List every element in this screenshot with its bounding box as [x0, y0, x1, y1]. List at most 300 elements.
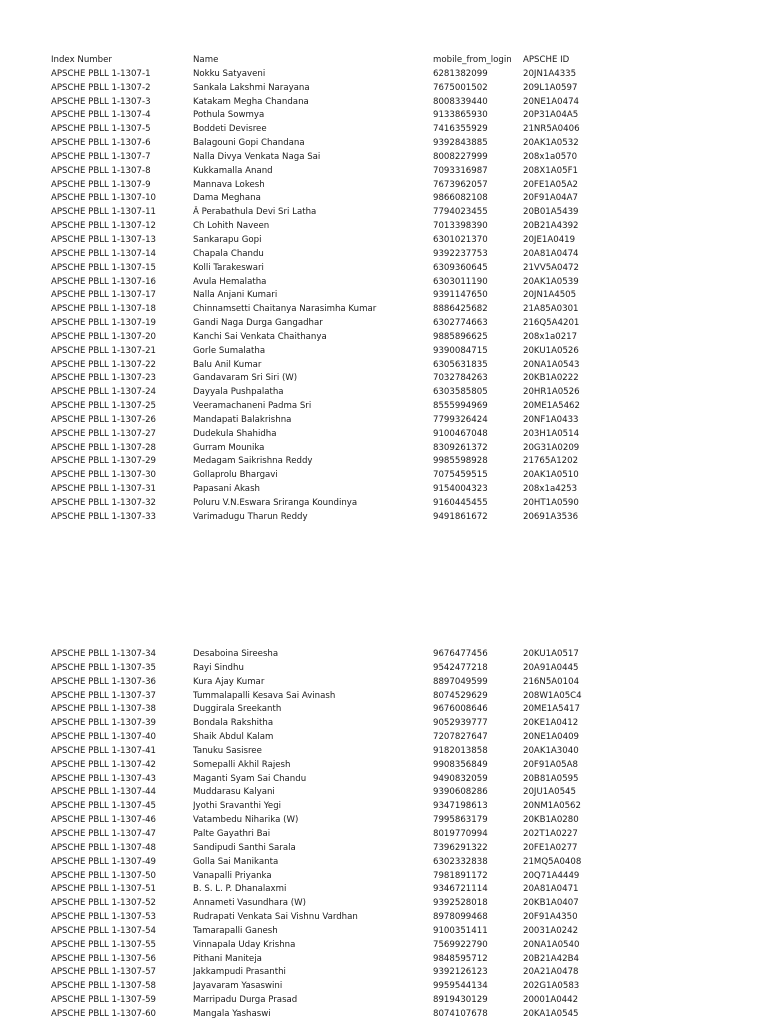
apsche-id-cell: 20AK1A0510	[523, 470, 579, 481]
index-number-cell: APSCHE PBLL 1-1307-16	[51, 276, 157, 287]
mobile-cell: 6302774663	[433, 318, 488, 329]
apsche-id-cell: 20A81A0474	[523, 248, 579, 259]
index-number-cell: APSCHE PBLL 1-1307-12	[51, 221, 157, 232]
apsche-id-cell: 20KE1A0412	[523, 718, 579, 729]
table-row	[51, 276, 611, 290]
header-name: Name	[193, 55, 219, 65]
mobile-cell: 7013398390	[433, 221, 488, 232]
index-number-cell: APSCHE PBLL 1-1307-56	[51, 953, 157, 964]
apsche-id-cell: 21NR5A0406	[523, 124, 580, 135]
mobile-cell: 6281382099	[433, 68, 488, 79]
index-number-cell: APSCHE PBLL 1-1307-39	[51, 718, 157, 729]
name-cell: Veeramachaneni Padma Sri	[193, 401, 312, 412]
name-cell: Mannava Lokesh	[193, 179, 265, 190]
apsche-id-cell: 21A85A0301	[523, 304, 579, 315]
mobile-cell: 6303585805	[433, 387, 488, 398]
name-cell: Kura Ajay Kumar	[193, 676, 265, 687]
index-number-cell: APSCHE PBLL 1-1307-15	[51, 262, 157, 273]
table-row	[51, 676, 611, 690]
apsche-id-cell: 20B01A5439	[523, 207, 579, 218]
mobile-cell: 9392237753	[433, 248, 488, 259]
mobile-cell: 8897049599	[433, 676, 488, 687]
mobile-cell: 9392528018	[433, 898, 488, 909]
table-row	[51, 814, 611, 828]
table-row	[51, 386, 611, 400]
table-row	[51, 414, 611, 428]
index-number-cell: APSCHE PBLL 1-1307-35	[51, 662, 157, 673]
name-cell: Vanapalli Priyanka	[193, 870, 272, 881]
name-cell: Vinnapala Uday Krishna	[193, 939, 296, 950]
name-cell: Maganti Syam Sai Chandu	[193, 773, 307, 784]
name-cell: Chinnamsetti Chaitanya Narasimha Kumar	[193, 304, 377, 315]
index-number-cell: APSCHE PBLL 1-1307-31	[51, 484, 157, 495]
table-row	[51, 842, 611, 856]
table-row	[51, 870, 611, 884]
table-row	[51, 109, 611, 123]
index-number-cell: APSCHE PBLL 1-1307-20	[51, 331, 157, 342]
apsche-id-cell: 20KB1A0222	[523, 373, 579, 384]
table-row	[51, 690, 611, 704]
apsche-id-cell: 208x1a0570	[523, 151, 578, 162]
apsche-id-cell: 209L1A0597	[523, 82, 578, 93]
name-cell: Nokku Satyaveni	[193, 68, 266, 79]
apsche-id-cell: 20NE1A0474	[523, 96, 580, 107]
mobile-cell: 8309261372	[433, 442, 488, 453]
apsche-id-cell: 20F91A04A7	[523, 193, 578, 204]
name-cell: Kanchi Sai Venkata Chaithanya	[193, 331, 327, 342]
apsche-id-cell: 208W1A05C4	[523, 690, 582, 701]
table-row	[51, 897, 611, 911]
apsche-id-cell: 20NA1A0540	[523, 939, 580, 950]
mobile-cell: 7569922790	[433, 939, 488, 950]
mobile-cell: 9676477456	[433, 649, 488, 659]
table-row	[51, 759, 611, 773]
apsche-id-cell: 20ME1A5462	[523, 401, 580, 412]
name-cell: Chapala Chandu	[193, 248, 264, 259]
name-cell: B. S. L. P. Dhanalaxmi	[193, 884, 287, 895]
table-row	[51, 68, 611, 82]
name-cell: Jayavaram Yasaswini	[193, 981, 283, 992]
name-cell: Muddarasu Kalyani	[193, 787, 275, 798]
table-row	[51, 1008, 611, 1022]
apsche-id-cell: 20A81A0471	[523, 884, 579, 895]
table-row	[51, 331, 611, 345]
apsche-id-cell: 216Q5A4201	[523, 318, 580, 329]
index-number-cell: APSCHE PBLL 1-1307-53	[51, 912, 157, 923]
table-row	[51, 123, 611, 137]
index-number-cell: APSCHE PBLL 1-1307-2	[51, 82, 151, 93]
table-row	[51, 883, 611, 897]
table-row	[51, 800, 611, 814]
mobile-cell: 8074529629	[433, 690, 488, 701]
mobile-cell: 9985598928	[433, 456, 488, 467]
name-cell: Pithani Maniteja	[193, 953, 262, 964]
apsche-id-cell: 20B81A0595	[523, 773, 579, 784]
index-number-cell: APSCHE PBLL 1-1307-24	[51, 387, 157, 398]
name-cell: Gandi Naga Durga Gangadhar	[193, 318, 323, 329]
table-row	[51, 96, 611, 110]
apsche-id-cell: 208x1a4253	[523, 484, 578, 495]
name-cell: Dama Meghana	[193, 193, 261, 204]
apsche-id-cell: 203H1A0514	[523, 428, 580, 439]
mobile-cell: 6305631835	[433, 359, 488, 370]
apsche-id-cell: 20HR1A0526	[523, 387, 580, 398]
table-row	[51, 303, 611, 317]
apsche-id-cell: 202T1A0227	[523, 828, 578, 839]
index-number-cell: APSCHE PBLL 1-1307-22	[51, 359, 157, 370]
mobile-cell: 9346721114	[433, 884, 488, 895]
table-row	[51, 179, 611, 193]
index-number-cell: APSCHE PBLL 1-1307-46	[51, 815, 157, 826]
mobile-cell: 9885896625	[433, 331, 488, 342]
mobile-cell: 7799326424	[433, 414, 488, 425]
index-number-cell: APSCHE PBLL 1-1307-10	[51, 193, 157, 204]
index-number-cell: APSCHE PBLL 1-1307-9	[51, 179, 151, 190]
name-cell: Rudrapati Venkata Sai Vishnu Vardhan	[193, 912, 358, 923]
apsche-id-cell: 20NE1A0409	[523, 732, 580, 743]
mobile-cell: 9490832059	[433, 773, 488, 784]
apsche-id-cell: 20NA1A0543	[523, 359, 580, 370]
mobile-cell: 8008339440	[433, 96, 488, 107]
apsche-id-cell: 20A91A0445	[523, 662, 579, 673]
index-number-cell: APSCHE PBLL 1-1307-7	[51, 151, 151, 162]
apsche-id-cell: 20KB1A0407	[523, 898, 579, 909]
name-cell: Sankala Lakshmi Narayana	[193, 82, 310, 93]
name-cell: Tummalapalli Kesava Sai Avinash	[193, 690, 336, 701]
table-row	[51, 662, 611, 676]
index-number-cell: APSCHE PBLL 1-1307-4	[51, 110, 151, 121]
apsche-id-cell: 20HT1A0590	[523, 498, 579, 508]
name-cell: Balagouni Gopi Chandana	[193, 138, 305, 149]
apsche-id-cell: 20A21A0478	[523, 967, 579, 978]
table-header-row	[51, 54, 611, 68]
mobile-cell: 7207827647	[433, 732, 488, 743]
name-cell: Bondala Rakshitha	[193, 718, 274, 729]
index-number-cell: APSCHE PBLL 1-1307-13	[51, 234, 157, 245]
name-cell: Poluru V.N.Eswara Sriranga Koundinya	[193, 498, 358, 508]
apsche-id-cell: 208X1A05F1	[523, 165, 578, 176]
name-cell: Marripadu Durga Prasad	[193, 995, 298, 1006]
mobile-cell: 9133865930	[433, 110, 488, 121]
table-body-bottom	[51, 648, 611, 1022]
index-number-cell: APSCHE PBLL 1-1307-41	[51, 745, 157, 756]
apsche-id-cell: 208x1a0217	[523, 331, 578, 342]
apsche-id-cell: 20Q71A4449	[523, 870, 580, 881]
apsche-id-cell: 20FE1A0277	[523, 842, 578, 853]
name-cell: Somepalli Akhil Rajesh	[193, 759, 291, 770]
mobile-cell: 7075459515	[433, 470, 488, 481]
table-row	[51, 511, 611, 525]
index-number-cell: APSCHE PBLL 1-1307-44	[51, 787, 157, 798]
apsche-id-cell: 20NF1A0433	[523, 414, 579, 425]
mobile-cell: 9160445455	[433, 498, 488, 508]
mobile-cell: 9182013858	[433, 745, 488, 756]
index-number-cell: APSCHE PBLL 1-1307-45	[51, 801, 157, 812]
index-number-cell: APSCHE PBLL 1-1307-23	[51, 373, 157, 384]
name-cell: Gorle Sumalatha	[193, 345, 266, 356]
index-number-cell: APSCHE PBLL 1-1307-29	[51, 456, 157, 467]
table-row	[51, 428, 611, 442]
mobile-cell: 8978099468	[433, 912, 488, 923]
mobile-cell: 8008227999	[433, 151, 488, 162]
index-number-cell: APSCHE PBLL 1-1307-26	[51, 414, 157, 425]
mobile-cell: 7981891172	[433, 870, 488, 881]
mobile-cell: 9100351411	[433, 925, 488, 936]
index-number-cell: APSCHE PBLL 1-1307-32	[51, 498, 157, 508]
index-number-cell: APSCHE PBLL 1-1307-37	[51, 690, 157, 701]
index-number-cell: APSCHE PBLL 1-1307-18	[51, 304, 157, 315]
name-cell: Tamarapalli Ganesh	[193, 925, 278, 936]
mobile-cell: 9390608286	[433, 787, 488, 798]
mobile-cell: 6301021370	[433, 234, 488, 245]
name-cell: Jakkampudi Prasanthi	[193, 967, 286, 978]
table-row	[51, 165, 611, 179]
table-row	[51, 483, 611, 497]
mobile-cell: 8019770994	[433, 828, 488, 839]
table-row	[51, 497, 611, 511]
mobile-cell: 7673962057	[433, 179, 488, 190]
table-row	[51, 980, 611, 994]
name-cell: Desaboina Sireesha	[193, 649, 279, 659]
index-number-cell: APSCHE PBLL 1-1307-43	[51, 773, 157, 784]
table-row	[51, 994, 611, 1008]
name-cell: Sankarapu Gopi	[193, 234, 262, 245]
mobile-cell: 9542477218	[433, 662, 488, 673]
name-cell: Rayi Sindhu	[193, 662, 244, 673]
table-row	[51, 151, 611, 165]
name-cell: Medagam Saikrishna Reddy	[193, 456, 313, 467]
mobile-cell: 9052939777	[433, 718, 488, 729]
mobile-cell: 9491861672	[433, 511, 488, 522]
apsche-id-cell: 21MQ5A0408	[523, 856, 582, 867]
apsche-id-cell: 20NM1A0562	[523, 801, 581, 812]
index-number-cell: APSCHE PBLL 1-1307-28	[51, 442, 157, 453]
apsche-id-cell: 20JE1A0419	[523, 234, 576, 245]
name-cell: Jyothi Sravanthi Yegi	[193, 801, 282, 812]
table-row	[51, 455, 611, 469]
name-cell: Dudekula Shahidha	[193, 428, 277, 439]
index-number-cell: APSCHE PBLL 1-1307-42	[51, 759, 157, 770]
table-row	[51, 469, 611, 483]
name-cell: Vatambedu Niharika (W)	[193, 815, 299, 826]
name-cell: Dayyala Pushpalatha	[193, 387, 284, 398]
table-row	[51, 911, 611, 925]
table-row	[51, 248, 611, 262]
mobile-cell: 9908356849	[433, 759, 488, 770]
table-body-top	[51, 68, 611, 525]
index-number-cell: APSCHE PBLL 1-1307-38	[51, 704, 157, 715]
name-cell: Ch Lohith Naveen	[193, 221, 270, 232]
index-number-cell: APSCHE PBLL 1-1307-50	[51, 870, 157, 881]
table-row	[51, 372, 611, 386]
name-cell: Mandapati Balakrishna	[193, 414, 292, 425]
mobile-cell: 8074107678	[433, 1008, 488, 1019]
index-number-cell: APSCHE PBLL 1-1307-17	[51, 290, 157, 301]
name-cell: Boddeti Devisree	[193, 124, 267, 135]
table-row	[51, 220, 611, 234]
name-cell: Sandipudi Santhi Sarala	[193, 842, 296, 853]
apsche-id-cell: 20691A3536	[523, 511, 579, 522]
name-cell: Annameti Vasundhara (W)	[193, 898, 306, 909]
table-row	[51, 786, 611, 800]
index-number-cell: APSCHE PBLL 1-1307-30	[51, 470, 157, 481]
name-cell: Avula Hemalatha	[193, 276, 267, 287]
name-cell: Mangala Yashaswi	[193, 1008, 271, 1019]
index-number-cell: APSCHE PBLL 1-1307-55	[51, 939, 157, 950]
name-cell: Nalla Anjani Kumari	[193, 290, 278, 301]
table-row	[51, 703, 611, 717]
apsche-id-cell: 20JN1A4335	[523, 68, 577, 79]
name-cell: Duggirala Sreekanth	[193, 704, 282, 715]
index-number-cell: APSCHE PBLL 1-1307-27	[51, 428, 157, 439]
table-row	[51, 731, 611, 745]
mobile-cell: 6303011190	[433, 276, 488, 287]
apsche-id-cell: 20031A0242	[523, 925, 579, 936]
table-block-bottom	[51, 648, 611, 1022]
table-row	[51, 289, 611, 303]
name-cell: Tanuku Sasisree	[193, 745, 262, 756]
mobile-cell: 9390084715	[433, 345, 488, 356]
mobile-cell: 9676008646	[433, 704, 488, 715]
table-row	[51, 966, 611, 980]
apsche-id-cell: 20AK1A0539	[523, 276, 579, 287]
table-row	[51, 442, 611, 456]
table-row	[51, 939, 611, 953]
name-cell: Varimadugu Tharun Reddy	[193, 511, 308, 522]
apsche-id-cell: 20F91A05A8	[523, 759, 578, 770]
name-cell: Pothula Sowmya	[193, 110, 265, 121]
apsche-id-cell: 20FE1A05A2	[523, 179, 578, 190]
mobile-cell: 7794023455	[433, 207, 488, 218]
apsche-id-cell: 20P31A04A5	[523, 110, 579, 121]
name-cell: Kolli Tarakeswari	[193, 262, 264, 273]
table-row	[51, 262, 611, 276]
index-number-cell: APSCHE PBLL 1-1307-11	[51, 207, 157, 218]
index-number-cell: APSCHE PBLL 1-1307-52	[51, 898, 157, 909]
table-row	[51, 773, 611, 787]
table-row	[51, 137, 611, 151]
index-number-cell: APSCHE PBLL 1-1307-3	[51, 96, 151, 107]
index-number-cell: APSCHE PBLL 1-1307-19	[51, 318, 157, 329]
index-number-cell: APSCHE PBLL 1-1307-47	[51, 828, 157, 839]
name-cell: Papasani Akash	[193, 484, 260, 495]
index-number-cell: APSCHE PBLL 1-1307-1	[51, 68, 151, 79]
header-apsche-id: APSCHE ID	[523, 55, 570, 65]
name-cell: Katakam Megha Chandana	[193, 96, 309, 107]
name-cell: Kukkamalla Anand	[193, 165, 273, 176]
index-number-cell: APSCHE PBLL 1-1307-5	[51, 124, 151, 135]
table-row	[51, 234, 611, 248]
mobile-cell: 7675001502	[433, 82, 488, 93]
mobile-cell: 9347198613	[433, 801, 488, 812]
mobile-cell: 8555994969	[433, 401, 488, 412]
name-cell: Gollaprolu Bhargavi	[193, 470, 278, 481]
mobile-cell: 9959544134	[433, 981, 488, 992]
apsche-id-cell: 20KA1A0545	[523, 1008, 579, 1019]
apsche-id-cell: 21765A1202	[523, 456, 579, 467]
apsche-id-cell: 202G1A0583	[523, 981, 580, 992]
index-number-cell: APSCHE PBLL 1-1307-21	[51, 345, 157, 356]
table-row	[51, 82, 611, 96]
index-number-cell: APSCHE PBLL 1-1307-8	[51, 165, 151, 176]
mobile-cell: 9392843885	[433, 138, 488, 149]
index-number-cell: APSCHE PBLL 1-1307-14	[51, 248, 157, 259]
mobile-cell: 8919430129	[433, 995, 488, 1006]
table-block-top	[51, 54, 611, 525]
name-cell: Nalla Divya Venkata Naga Sai	[193, 151, 321, 162]
table-row	[51, 856, 611, 870]
mobile-cell: 7093316987	[433, 165, 488, 176]
apsche-id-cell: 20JN1A4505	[523, 290, 577, 301]
name-cell: Â Perabathula Devi Sri Latha	[193, 207, 317, 218]
mobile-cell: 6302332838	[433, 856, 488, 867]
apsche-id-cell: 20KU1A0517	[523, 649, 579, 659]
apsche-id-cell: 20F91A4350	[523, 912, 578, 923]
table-row	[51, 925, 611, 939]
index-number-cell: APSCHE PBLL 1-1307-59	[51, 995, 157, 1006]
name-cell: Gurram Mounika	[193, 442, 265, 453]
table-row	[51, 400, 611, 414]
apsche-id-cell: 20G31A0209	[523, 442, 580, 453]
index-number-cell: APSCHE PBLL 1-1307-36	[51, 676, 157, 687]
table-row	[51, 345, 611, 359]
header-mobile: mobile_from_login	[433, 55, 512, 65]
apsche-id-cell: 20JU1A0545	[523, 787, 576, 798]
mobile-cell: 9154004323	[433, 484, 488, 495]
mobile-cell: 7396291322	[433, 842, 488, 853]
mobile-cell: 9391147650	[433, 290, 488, 301]
table-row	[51, 717, 611, 731]
index-number-cell: APSCHE PBLL 1-1307-34	[51, 649, 157, 659]
mobile-cell: 7995863179	[433, 815, 488, 826]
name-cell: Palte Gayathri Bai	[193, 828, 271, 839]
apsche-id-cell: 216N5A0104	[523, 676, 580, 687]
table-row	[51, 206, 611, 220]
index-number-cell: APSCHE PBLL 1-1307-58	[51, 981, 157, 992]
index-number-cell: APSCHE PBLL 1-1307-60	[51, 1008, 157, 1019]
apsche-id-cell: 20B21A42B4	[523, 953, 579, 964]
apsche-id-cell: 20B21A4392	[523, 221, 579, 232]
table-row	[51, 359, 611, 373]
apsche-id-cell: 20AK1A0532	[523, 138, 579, 149]
apsche-id-cell: 21VV5A0472	[523, 262, 579, 273]
mobile-cell: 9100467048	[433, 428, 488, 439]
name-cell: Gandavaram Sri Siri (W)	[193, 373, 298, 384]
name-cell: Golla Sai Manikanta	[193, 856, 279, 867]
index-number-cell: APSCHE PBLL 1-1307-57	[51, 967, 157, 978]
index-number-cell: APSCHE PBLL 1-1307-51	[51, 884, 157, 895]
apsche-id-cell: 20001A0442	[523, 995, 579, 1006]
mobile-cell: 9848595712	[433, 953, 488, 964]
mobile-cell: 7416355929	[433, 124, 488, 135]
mobile-cell: 9392126123	[433, 967, 488, 978]
index-number-cell: APSCHE PBLL 1-1307-33	[51, 511, 157, 522]
mobile-cell: 7032784263	[433, 373, 488, 384]
table-row	[51, 317, 611, 331]
mobile-cell: 9866082108	[433, 193, 488, 204]
apsche-id-cell: 20ME1A5417	[523, 704, 580, 715]
mobile-cell: 8886425682	[433, 304, 488, 315]
name-cell: Shaik Abdul Kalam	[193, 732, 274, 743]
mobile-cell: 6309360645	[433, 262, 488, 273]
apsche-id-cell: 20AK1A3040	[523, 745, 579, 756]
table-row	[51, 953, 611, 967]
apsche-id-cell: 20KB1A0280	[523, 815, 579, 826]
table-row	[51, 745, 611, 759]
header-index-number: Index Number	[51, 55, 112, 65]
apsche-id-cell: 20KU1A0526	[523, 345, 579, 356]
table-row	[51, 192, 611, 206]
